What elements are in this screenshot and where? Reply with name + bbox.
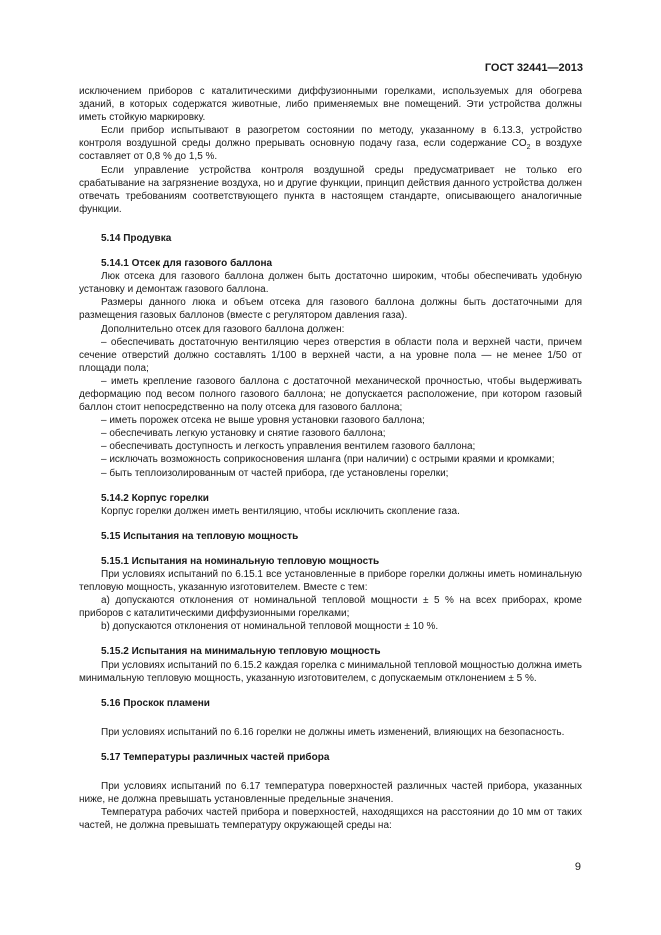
paragraph: При условиях испытаний по 6.15.2 каждая горелка с минимальной тепловой мощностью должна иметь минимальную тепловую мощность, указанную изготовителем, с допускаемым отклонением ± 5 %. [79,659,582,684]
section-heading: 5.17 Температуры различных частей прибора [101,751,330,763]
paragraph: Если управление устройства контроля воздушной среды предусматривает не только его срабатывание на загрязнение воздуха, но и другие функции, принцип действия данного устройства должен отвечать требованиям соответствующего пункта в настоящем стандарте, описывающего аналогичные функции. [79,164,582,215]
paragraph: Корпус горелки должен иметь вентиляцию, чтобы исключить скопление газа. [101,505,460,517]
paragraph: Температура рабочих частей прибора и поверхностей, находящихся на расстоянии до 10 мм от таких частей, не должна превышать температуру окружающей среды на: [79,807,582,832]
list-item: – обеспечивать достаточную вентиляцию через отверстия в области пола и верхней части, причем сечение отверстий должно составлять 1/100 в верхней части, а на уровне пола — не менее 1/50 от площади пола; [79,336,582,374]
paragraph: При условиях испытаний по 6.15.1 все установленные в приборе горелки должны иметь номинальную тепловую мощность, указанную изготовителем. Вместе с тем: [79,569,582,594]
paragraph: Дополнительно отсек для газового баллона должен: [101,323,345,335]
list-item: – обеспечивать легкую установку и снятие газового баллона; [101,428,386,440]
document-body [79,85,582,832]
paragraph: Размеры данного люка и объем отсека для газового баллона должны быть достаточными для размещения газовых баллонов (вместе с регулятором давления газа). [79,297,582,322]
document-header: ГОСТ 32441—2013 [484,62,583,74]
subsection-heading: 5.14.2 Корпус горелки [101,492,209,504]
list-item: – иметь порожек отсека не выше уровня установки газового баллона; [101,415,425,427]
paragraph: исключением приборов с каталитическими диффузионными горелками, используемых для обогрева зданий, в которых содержатся животные, либо применяемых вне помещений. Эти устройства должны иметь стойкую маркировку. [79,86,582,124]
list-item: b) допускаются отклонения от номинальной тепловой мощности ± 10 %. [101,621,439,633]
section-heading: 5.14 Продувка [101,232,172,244]
paragraph: Если прибор испытывают в разогретом состоянии по методу, указанному в 6.13.3, устройство контроля воздушной среды должно прерывать основную подачу газа, если содержание $CO_2$ в воздухе составляет от 0,8 % до 1,5 %. [79,125,583,163]
list-item: – обеспечивать доступность и легкость управления вентилем газового баллона; [101,441,476,453]
paragraph: При условиях испытаний по 6.17 температура поверхностей различных частей прибора, указанных ниже, не должна превышать установленные предельные значения. [79,781,582,806]
paragraph: При условиях испытаний по 6.16 горелки не должны иметь изменений, влияющих на безопасность. [101,726,565,738]
list-item: – иметь крепление газового баллона с достаточной механической прочностью, чтобы выдерживать деформацию под весом полного газового баллона; не допускается расположение, при котором газовый баллон стоит непосредственно на полу отсека для газового баллона; [79,375,582,414]
section-heading: 5.15 Испытания на тепловую мощность [101,530,299,542]
paragraph: Люк отсека для газового баллона должен быть достаточно широким, чтобы обеспечивать удобную установку и демонтаж газового баллона. [79,271,582,296]
list-item: – быть теплоизолированным от частей прибора, где установлены горелки; [101,467,449,479]
subsection-heading: 5.15.2 Испытания на минимальную тепловую мощность [101,646,381,658]
section-heading: 5.16 Проскок пламени [101,697,210,709]
subsection-heading: 5.15.1 Испытания на номинальную тепловую мощность [101,555,380,567]
page-number: 9 [574,861,581,873]
subsection-heading: 5.14.1 Отсек для газового баллона [101,258,273,270]
list-item: – исключать возможность соприкосновения шланга (при наличии) с острыми краями и кромками; [101,454,555,466]
list-item: а) допускаются отклонения от номинальной тепловой мощности ± 5 % на всех приборах, кроме приборов с каталитическими диффузионными горелками; [79,595,582,620]
